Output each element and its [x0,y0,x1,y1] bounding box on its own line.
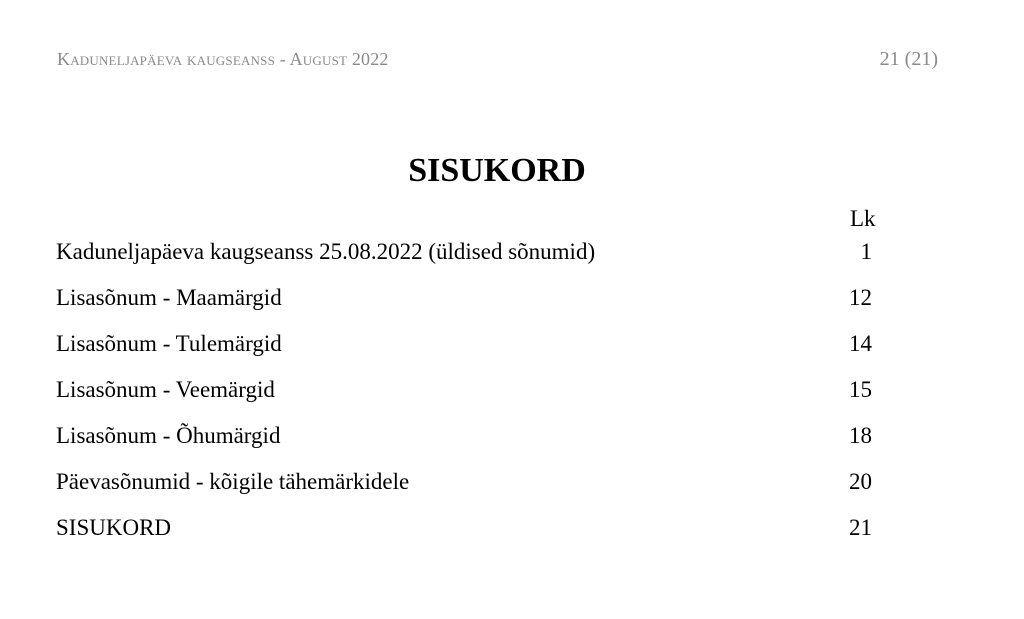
toc-entry-page: 18 [849,423,872,448]
toc-entry[interactable] [56,285,876,331]
page-column-label: Lk [850,206,876,231]
toc-entry-title: Kaduneljapäeva kaugseanss 25.08.2022 (üldised sõnumid) [56,239,596,264]
toc-entry-page: 15 [849,377,872,402]
toc-entry-title: SISUKORD [56,515,172,540]
toc-title: SISUKORD [408,152,586,189]
page-number: 21 (21) [879,48,938,70]
toc-entry-page: 20 [849,469,872,494]
toc-entry[interactable] [56,377,876,423]
toc-entry-page: 1 [860,239,872,264]
toc-entry-title: Lisasõnum - Õhumärgid [56,423,281,448]
toc-entry-title: Lisasõnum - Veemärgid [56,377,275,402]
toc-entry[interactable] [56,423,876,469]
toc-entry[interactable] [56,515,876,561]
running-header: Kaduneljapäeva kaugseanss - August 2022 [57,49,389,69]
toc-entry[interactable] [56,469,876,515]
toc-entry-title: Päevasõnumid - kõigile tähemärkidele [56,469,410,494]
table-of-contents [56,239,876,561]
toc-entry[interactable] [56,239,876,285]
toc-entry-page: 21 [849,515,872,540]
toc-entry-title: Lisasõnum - Maamärgid [56,285,282,310]
toc-entry-title: Lisasõnum - Tulemärgid [56,331,282,356]
toc-entry-page: 12 [849,285,872,310]
toc-entry[interactable] [56,331,876,377]
toc-entry-page: 14 [849,331,872,356]
